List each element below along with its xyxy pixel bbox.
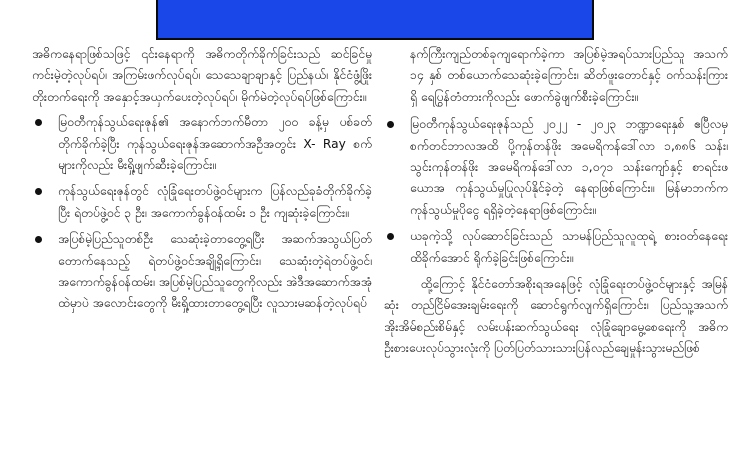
bullet-text: အပြစ်မဲ့ပြည်သူတစ်ဦး သေဆုံးခဲ့တာတွေ့ရပြီး အဆက်အသွယ်ပြတ်တောက်နေသည့် ရဲတပ်ဖွဲ့ဝင်အချို့ရှိကြောင်း၊ သေဆုံးတဲ့ရဲတပ်ဖွဲ့ဝင်၊ အကောက်ခွန်ဝန်ထမ်း၊ အပြစ်မဲ့ပြည်သူတွေကိုလည်း အဲဒီအဆောက်အအုံထဲမှာပဲ အလောင်းတွေကို မီးရှို့ထားတာတွေ့ရပြီး လူသားမဆန်တဲ့လုပ်ရပ် [58, 232, 372, 311]
list-item [384, 226, 728, 269]
list-item [32, 229, 372, 315]
bullet-text: မြဝတီကုန်သွယ်ရေးဇုန်သည် ၂၀၂၂ - ၂၀၂၃ ဘဏ္ဍာရေးနှစ် ဧပြီလမှ စက်တင်ဘာလအထိ ပို့ကုန်တန်ဖိုး အမေရိကန်ဒေါ်လာ ၁,၈၈၆ သန်း၊ သွင်းကုန်တန်ဖိုး အမေရိကန်ဒေါ်လာ ၁,၀၇၁ သန်းကျော်နှင့် စာရင်းဖယောအ ကုန်သွယ်မှုပြုလုပ်နိုင်ခဲ့တဲ့ နေရာဖြစ်ကြောင်း။ မြန်မာဘက်က ကုန်သွယ်မှုပိုငွေ ရရှိခဲ့တဲ့နေရာဖြစ်ကြောင်း။ [410, 117, 728, 217]
intro-paragraph: အဓိကနေရာဖြစ်သဖြင့် ၎င်းနေရာကို အဓိကတိုက်ခိုက်ခြင်းသည် ဆင်ခြင်မှုကင်းမဲ့တဲ့လုပ်ရပ်၊ အကြမ်းဖက်လုပ်ရပ်၊ သေသေချာချာနှင့် ပြည်နယ်၊ နိုင်ငံဖွံ့ဖြိုးတိုးတက်ရေးကို အနှောင့်အယှက်ပေးတဲ့လုပ်ရပ်၊ မိုက်မဲတဲ့လုပ်ရပ်ဖြစ်ကြောင်း။ [32, 47, 372, 104]
bullet-icon [35, 236, 42, 243]
bullet-icon [387, 121, 394, 128]
header-banner [156, 0, 594, 40]
bullet-text: မြဝတီကုန်သွယ်ရေးဇုန်၏ အနောက်ဘက်မီတာ ၂၀၀ ခန့်မှ ပစ်ခတ်တိုက်ခိုက်ခဲ့ပြီး ကုန်သွယ်ရေးဇုန်အဆောက်အဦအတွင်း X- Ray စက်များကိုလည်း မီးရှို့ဖျက်ဆီးခဲ့ကြောင်း။ [58, 115, 372, 173]
list-item [32, 112, 372, 176]
bullet-icon [35, 119, 42, 126]
left-column [32, 44, 372, 320]
closing-paragraph: ထို့ကြောင့် နိုင်ငံတော်အစိုးရအနေဖြင့် လုံခြုံရေးတပ်ဖွဲ့ဝင်များနှင့် အမြန်ဆုံး တည်ငြိမ်အေးချမ်းရေးကို ဆောင်ရွက်လျက်ရှိကြောင်း၊ ပြည်သူ့အသက်အိုးအိမ်စည်းစိမ်နှင့် လမ်းပန်းဆက်သွယ်ရေး လုံခြုံချောမွေ့စေရေးကို အဓိကဦးစားပေးလုပ်သွားလုံးကို ပြတ်ပြတ်သားသားပြန်လည်ချေမှုန်းသွားမည်ဖြစ် [384, 277, 728, 356]
bullet-text: ယခုကဲ့သို့ လုပ်ဆောင်ခြင်းသည် သာမန်ပြည်သူလူထုရဲ့ စားဝတ်နေရေးထိခိုက်အောင် ရိုက်ခဲ့ခြင်းဖြစ်ကြောင်း။ [410, 229, 728, 265]
list-item [32, 181, 372, 224]
continued-paragraph: နက်ကြီးကျည်တစ်ခုကျရောက်ခဲ့ကာ အပြစ်မဲ့အရပ်သားပြည်သူ အသက် ၁၄ နှစ် တစ်ယောက်သေဆုံးခဲ့ကြောင်း၊ ဆိတ်ဖူးတောင်နှင့် ဝက်သန်းကြားရှိ ရေပြွန်တံတားကိုလည်း ဖောက်ခွဲဖျက်စီးခဲ့ကြောင်း။ [410, 47, 728, 104]
bullet-icon [35, 188, 42, 195]
list-item [384, 114, 728, 221]
bullet-text: ကုန်သွယ်ရေးဇုန်တွင် လုံခြုံရေးတပ်ဖွဲ့ဝင်များက ပြန်လည်ခုခံတိုက်ခိုက်ခဲ့ပြီး ရဲတပ်ဖွဲ့ဝင် ၃ ဦး၊ အကောက်ခွန်ဝန်ထမ်း ၁ ဦး ကျဆုံးခဲ့ကြောင်း။ [58, 184, 372, 220]
right-column [384, 44, 728, 364]
bullet-icon [387, 233, 394, 240]
